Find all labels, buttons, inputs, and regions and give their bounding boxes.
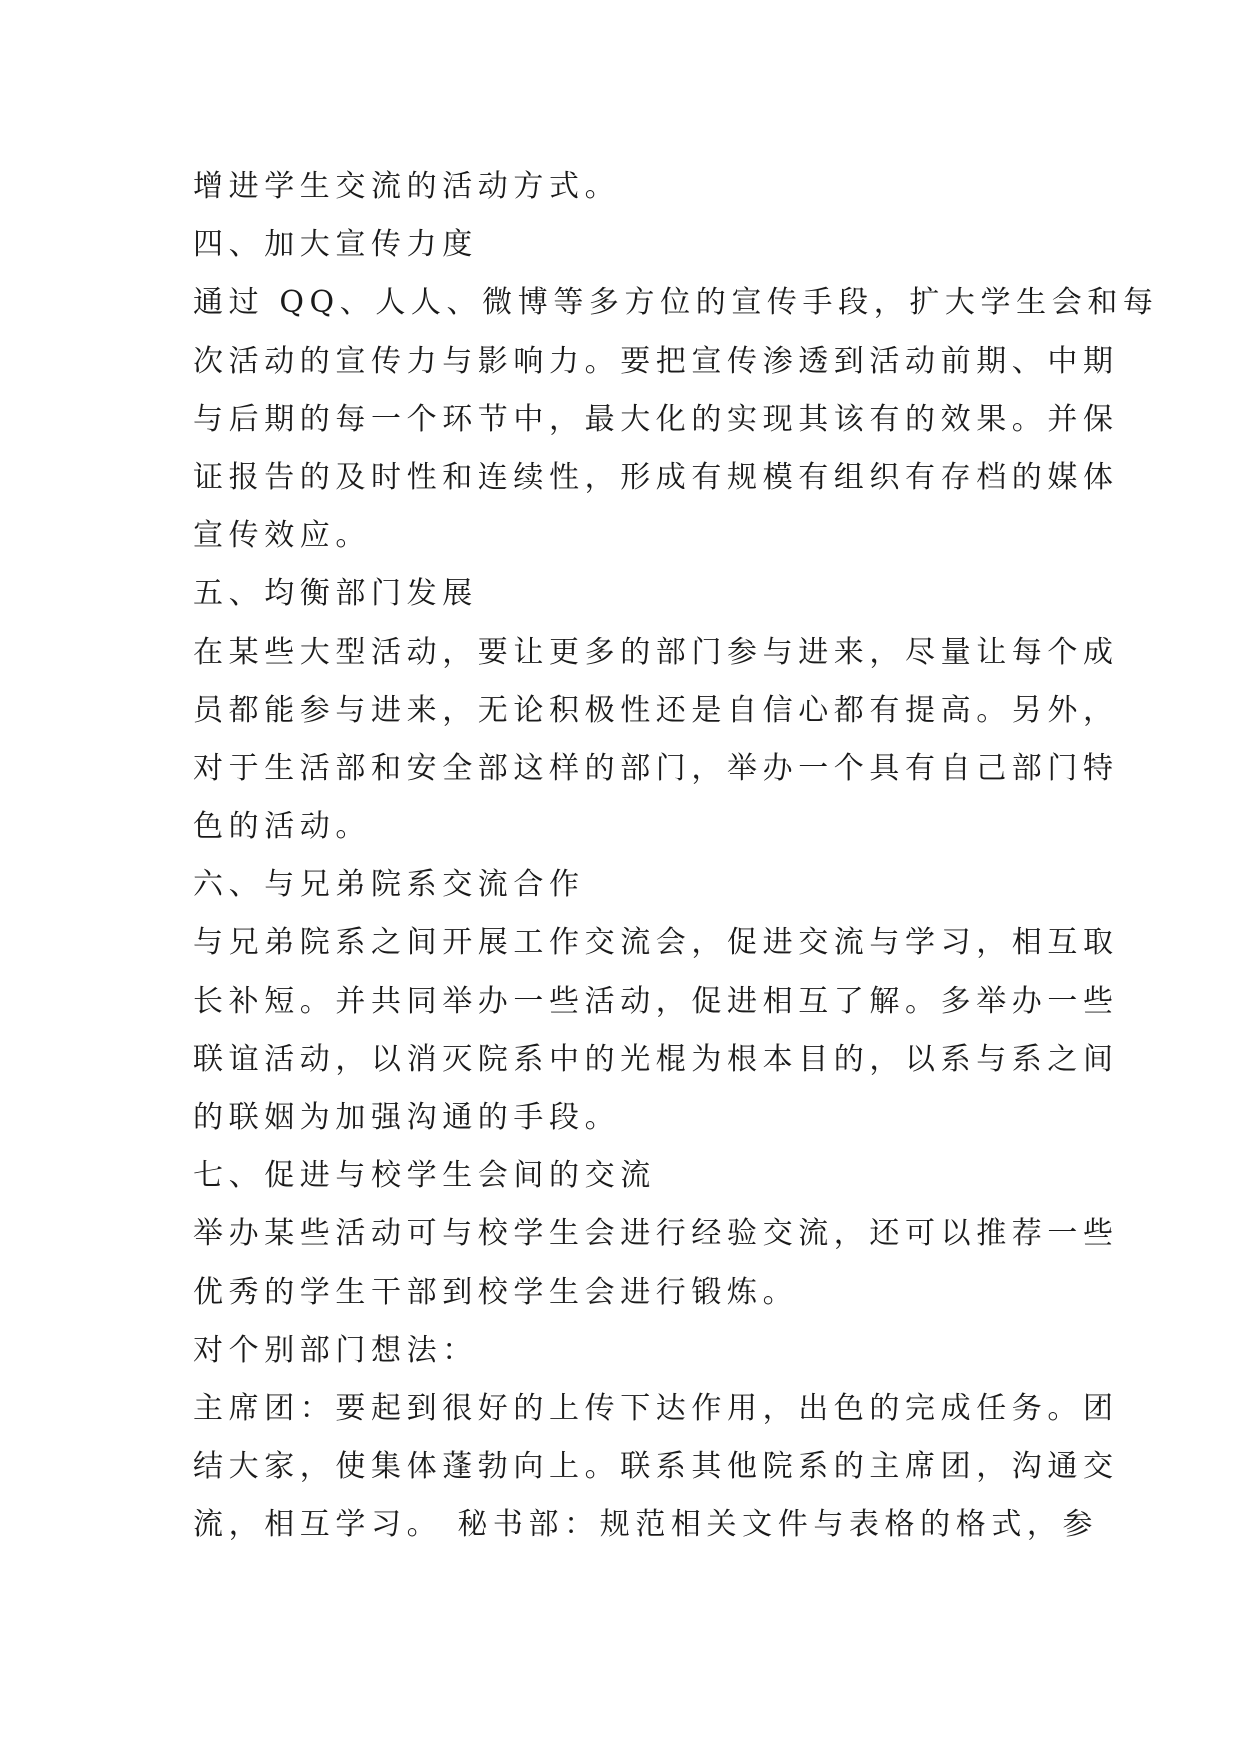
body-line: 在某些大型活动，要让更多的部门参与进来，尽量让每个成 — [193, 634, 1119, 670]
body-line: 增进学生交流的活动方式。 — [193, 169, 621, 204]
body-line: 通过 QQ、人人、微博等多方位的宣传手段，扩大学生会和每 — [193, 285, 1159, 321]
section-heading-5: 五、均衡部门发展 — [193, 576, 478, 612]
body-line: 联谊活动，以消灭院系中的光棍为根本目的，以系与系之间 — [193, 1041, 1119, 1077]
section-heading-6: 六、与兄弟院系交流合作 — [193, 867, 585, 903]
body-line: 的联姻为加强沟通的手段。 — [193, 1100, 621, 1135]
section-heading-4: 四、加大宣传力度 — [193, 227, 478, 263]
body-line: 宣传效应。 — [193, 518, 371, 554]
body-line: 主席团：要起到很好的上传下达作用，出色的完成任务。团 — [193, 1390, 1119, 1426]
body-line: 结大家，使集体蓬勃向上。联系其他院系的主席团，沟通交 — [193, 1449, 1119, 1485]
body-line: 与后期的每一个环节中，最大化的实现其该有的效果。并保 — [193, 401, 1119, 437]
body-line: 对于生活部和安全部这样的部门，举办一个具有自己部门特 — [193, 750, 1119, 786]
body-line: 流，相互学习。 秘书部：规范相关文件与表格的格式，参 — [193, 1507, 1099, 1543]
body-line: 与兄弟院系之间开展工作交流会，促进交流与学习，相互取 — [193, 925, 1119, 961]
body-line: 员都能参与进来，无论积极性还是自信心都有提高。另外， — [193, 692, 1119, 728]
body-line: 举办某些活动可与校学生会进行经验交流，还可以推荐一些 — [193, 1216, 1119, 1252]
body-line: 长补短。并共同举办一些活动，促进相互了解。多举办一些 — [193, 983, 1119, 1019]
body-line: 优秀的学生干部到校学生会进行锻炼。 — [193, 1274, 799, 1310]
body-line: 色的活动。 — [193, 809, 371, 845]
subheading-departments: 对个别部门想法： — [193, 1332, 478, 1368]
body-line: 证报告的及时性和连续性，形成有规模有组织有存档的媒体 — [193, 459, 1119, 495]
document-body — [193, 158, 1159, 1555]
body-line: 次活动的宣传力与影响力。要把宣传渗透到活动前期、中期 — [193, 343, 1119, 379]
section-heading-7: 七、促进与校学生会间的交流 — [193, 1158, 656, 1194]
